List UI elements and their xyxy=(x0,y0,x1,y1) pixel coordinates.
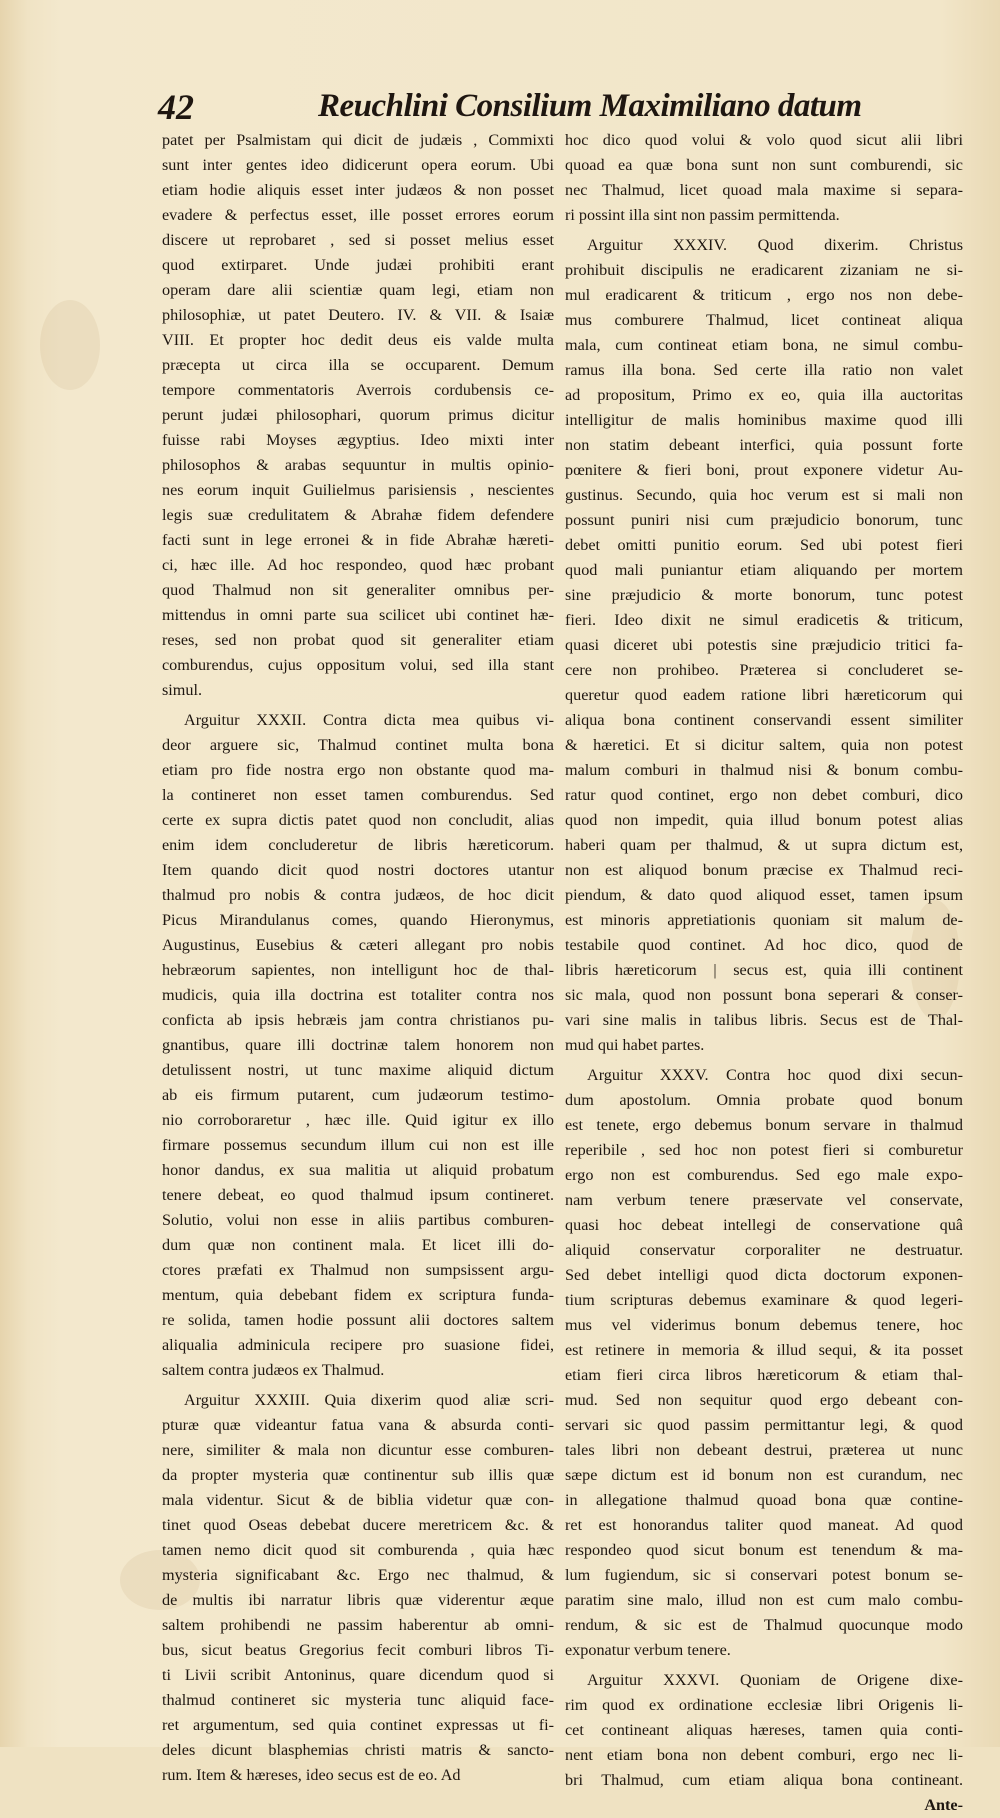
text-line: nec Thalmud, licet quoad mala maxime si separa- xyxy=(565,181,963,199)
text-line: ri possint illa sint non passim permittenda. xyxy=(565,206,840,224)
text-line: hoc dico quod volui & volo quod sicut alii libri xyxy=(565,131,963,149)
text-line: quoad ea quæ bona sunt non sunt comburendi, sic xyxy=(565,156,963,174)
text-line: operam dare alii scientiæ quam legi, etiam non xyxy=(162,281,554,299)
text-line: ad propositum, Primo ex eo, quia illa auctoritas xyxy=(565,386,963,404)
text-line: est retinere in memoria & illud sequi, & ita posset xyxy=(565,1341,963,1359)
text-line: etiam fieri circa libros hæreticorum & etiam thal- xyxy=(565,1366,963,1384)
text-line: quasi hoc debeat intellegi de conservatione quâ xyxy=(565,1216,963,1234)
text-line: reses, sed non probat quod sit generaliter etiam xyxy=(162,631,554,649)
text-line: Arguitur XXXIII. Quia dixerim quod aliæ scri- xyxy=(184,1391,554,1409)
text-line: ratur quod continet, ergo non debet comburi, dico xyxy=(565,786,963,804)
text-line: lum fugiendum, sic si conservari potest bonum se- xyxy=(565,1566,963,1584)
text-line: fieri. Ideo dixit ne simul eradicetis & triticum, xyxy=(565,611,963,629)
text-line: queretur quod eadem ratione libri hæreticorum qui xyxy=(565,686,963,704)
text-line: mala, cum contineat etiam bona, ne simul combu- xyxy=(565,336,963,354)
text-line: ret est honorandus taliter quod maneat. Ad quod xyxy=(565,1516,963,1534)
text-line: quod non impedit, quia illud bonum potest alias xyxy=(565,811,963,829)
text-line: tales libri non debeant destrui, præterea ut nunc xyxy=(565,1441,963,1459)
text-line: philosophiæ, ut patet Deutero. IV. & VII. & Isaiæ xyxy=(162,306,554,324)
text-line: enim idem concluderetur de libris hæreticorum. xyxy=(162,836,554,854)
text-line: exponatur verbum tenere. xyxy=(565,1641,731,1659)
text-line: aliqualia adminicula recipere pro suasione fidei, xyxy=(162,1336,554,1354)
text-line: honor dandus, ex sua malitia ut aliquid probatum xyxy=(162,1161,554,1179)
text-line: mysteria significabant &c. Ergo nec thalmud, & xyxy=(162,1566,554,1584)
text-line: evadere & perfectus esset, ille posset errores eorum xyxy=(162,206,554,224)
text-line: pœnitere & fieri boni, prout exponere videtur Au- xyxy=(565,461,963,479)
text-line: quod mali puniantur etiam aliquando per mortem xyxy=(565,561,963,579)
text-line: & hæretici. Et si dicitur saltem, quia non potest xyxy=(565,736,963,754)
text-line: etiam pro fide nostra ergo non obstante quod ma- xyxy=(162,761,554,779)
text-line: bus, sicut beatus Gregorius fecit comburi libros Ti- xyxy=(162,1641,554,1659)
text-line: ramus illa bona. Sed certe illa ratio non valet xyxy=(565,361,963,379)
text-line: Arguitur XXXIV. Quod dixerim. Christus xyxy=(587,236,963,254)
text-line: Sed debet intelligi quod dicta doctorum exponen- xyxy=(565,1266,963,1284)
text-line: facti sunt in lege erronei & in fide Abrahæ hæreti- xyxy=(162,531,554,549)
text-line: præcepta ut circa illa se occuparent. Demum xyxy=(162,356,554,374)
text-line: hebræorum sapientes, non intelligunt hoc de thal- xyxy=(162,961,554,979)
text-line: firmare possemus secundum illum cui non est ille xyxy=(162,1136,554,1154)
text-line: quasi diceret ubi potestis sine præjudicio tritici fa- xyxy=(565,636,963,654)
text-line: sæpe dictum est id bonum non est curandum, nec xyxy=(565,1466,963,1484)
text-line: perunt judæi philosophari, quorum primus dicitur xyxy=(162,406,554,424)
text-line: philosophos & arabas sequuntur in multis opinio- xyxy=(162,456,554,474)
text-line: quod Thalmud non sit generaliter omnibus per- xyxy=(162,581,554,599)
text-line: haberi quam per thalmud, & ut supra dictum est, xyxy=(565,836,963,854)
text-line: la contineret non esset tamen comburendus. Sed xyxy=(162,786,554,804)
text-line: mus comburere Thalmud, licet contineat aliqua xyxy=(565,311,963,329)
text-line: patet per Psalmistam qui dicit de judæis , Commixti xyxy=(162,131,554,149)
text-line: ab eis firmum putarent, cum judæorum testimo- xyxy=(162,1086,554,1104)
text-line: rum. Item & hæreses, ideo secus est de eo. Ad xyxy=(162,1766,461,1784)
text-line: sine præjudicio & morte bonorum, tunc potest xyxy=(565,586,963,604)
text-line: gustinus. Secundo, quia hoc verum est si mali non xyxy=(565,486,963,504)
text-line: etiam hodie aliquis esset inter judæos & non posset xyxy=(162,181,554,199)
text-line: mud qui habet partes. xyxy=(565,1036,705,1054)
text-line: servari sic quod passim permittantur legi, & quod xyxy=(565,1416,963,1434)
text-line: libris hæreticorum | secus est, quia illi continent xyxy=(565,961,963,979)
text-line: prohibuit discipulis ne eradicarent zizaniam ne si- xyxy=(565,261,963,279)
text-line: non est aliquod bonum præcise ex Thalmud reci- xyxy=(565,861,963,879)
text-line: est tenete, ergo debemus bonum servare in thalmud xyxy=(565,1116,963,1134)
text-line: ci, hæc ille. Ad hoc respondeo, quod hæc probant xyxy=(162,556,554,574)
text-line: nent etiam bona non debent comburi, ergo nec li- xyxy=(565,1746,963,1764)
text-line: aliquid conservatur corporaliter ne destruatur. xyxy=(565,1241,963,1259)
text-line: piendum, & dato quod aliquod esset, tamen ipsum xyxy=(565,886,963,904)
text-line: Solutio, volui non esse in aliis partibus comburen- xyxy=(162,1211,554,1229)
paper-stain xyxy=(40,300,100,390)
text-line: respondeo quod sicut bonum est tenendum & ma- xyxy=(565,1541,963,1559)
text-line: mudicis, quia illa doctrina est totaliter contra nos xyxy=(162,986,554,1004)
text-line: Arguitur XXXVI. Quoniam de Origene dixe- xyxy=(587,1671,963,1689)
text-line: saltem prohibendi ne passim haberentur ab omni- xyxy=(162,1616,554,1634)
text-line: legis suæ credulitatem & Abrahæ fidem defendere xyxy=(162,506,554,524)
text-line: paratim sine malo, illud non est cum malo combu- xyxy=(565,1591,963,1609)
text-line: thalmud contineret sic mysteria tunc aliquid face- xyxy=(162,1691,554,1709)
text-line: detulissent nostri, ut tunc maxime aliquid dictum xyxy=(162,1061,554,1079)
text-line: sic mala, quod non possunt bona seperari & conser- xyxy=(565,986,963,1004)
text-line: bri Thalmud, cum etiam aliqua bona contineant. xyxy=(565,1771,963,1789)
text-line: non statim debeant interfici, quia possunt forte xyxy=(565,436,963,454)
text-line: VIII. Et propter hoc dedit deus eis valde multa xyxy=(162,331,554,349)
text-line: ti Livii scribit Antoninus, quare dicendum quod si xyxy=(162,1666,554,1684)
text-line: da propter mysteria quæ continentur sub illis quæ xyxy=(162,1466,554,1484)
text-line: fuisse rabi Moyses ægyptius. Ideo mixti inter xyxy=(162,431,554,449)
text-line: Arguitur XXXII. Contra dicta mea quibus vi- xyxy=(184,711,554,729)
text-line: tenere debeat, eo quod thalmud ipsum contineret. xyxy=(162,1186,554,1204)
text-line: comburendus, cujus oppositum volui, sed illa stant xyxy=(162,656,554,674)
text-line: gnantibus, quare illi doctrinæ talem honorem non xyxy=(162,1036,554,1054)
text-line: cere non prohibeo. Præterea si concluderet se- xyxy=(565,661,963,679)
text-line: mud. Sed non sequitur quod ergo debeant con- xyxy=(565,1391,963,1409)
text-line: Ante- xyxy=(924,1796,963,1814)
text-line: rim quod ex ordinatione ecclesiæ libri Origenis li- xyxy=(565,1696,963,1714)
text-line: mus vel viderimus bonum debemus tenere, hoc xyxy=(565,1316,963,1334)
text-line: ctores præfati ex Thalmud non sumpsissent argu- xyxy=(162,1261,554,1279)
text-line: thalmud pro nobis & contra judæos, de hoc dicit xyxy=(162,886,554,904)
text-line: mittendus in omni parte sua scilicet ubi continet hæ- xyxy=(162,606,554,624)
text-line: Arguitur XXXV. Contra hoc quod dixi secun- xyxy=(587,1066,963,1084)
page-header xyxy=(158,86,862,130)
text-line: dum apostolum. Omnia probate quod bonum xyxy=(565,1091,963,1109)
text-line: tinet quod Oseas debebat ducere meretricem &c. & xyxy=(162,1516,554,1534)
text-line: ret argumentum, sed quia continet expressas ut fi- xyxy=(162,1716,554,1734)
text-line: cet contineant aliquas hæreses, tamen quia conti- xyxy=(565,1721,963,1739)
text-line: nam verbum tenere præservate vel conservate, xyxy=(565,1191,963,1209)
text-line: simul. xyxy=(162,681,203,699)
text-line: nere, similiter & mala non dicuntur esse comburen- xyxy=(162,1441,554,1459)
text-line: dum quæ non continent mala. Et licet illi do- xyxy=(162,1236,554,1254)
text-line: tium scripturas debemus examinare & quod legeri- xyxy=(565,1291,963,1309)
right-text-column xyxy=(565,128,963,1818)
text-line: sunt inter gentes ideo didicerunt opera eorum. Ubi xyxy=(162,156,554,174)
text-line: in allegatione thalmud quoad bona quæ contine- xyxy=(565,1491,963,1509)
text-line: intelligitur de malis hominibus maxime quod illi xyxy=(565,411,963,429)
text-line: certe ex supra dictis patet quod non concludit, alias xyxy=(162,811,554,829)
text-line: pturæ quæ videantur fatua vana & absurda conti- xyxy=(162,1416,554,1434)
text-line: reperibile , sed hoc non potest fieri si comburetur xyxy=(565,1141,963,1159)
text-line: ergo non est comburendus. Sed ego male expo- xyxy=(565,1166,963,1184)
text-line: Picus Mirandulanus comes, quando Hieronymus, xyxy=(162,911,554,929)
text-line: possunt puniri nisi cum præjudicio bonorum, tunc xyxy=(565,511,963,529)
text-line: Augustinus, Eusebius & cæteri allegant pro nobis xyxy=(162,936,554,954)
text-line: mentum, quia debebant fidem ex scriptura funda- xyxy=(162,1286,554,1304)
text-line: conficta ab ipsis hebræis jam contra christianos pu- xyxy=(162,1011,554,1029)
text-line: aliqua bona continent conservandi essent similiter xyxy=(565,711,963,729)
page-number: 42 xyxy=(158,87,194,127)
text-line: deor arguere sic, Thalmud continet multa bona xyxy=(162,736,554,754)
text-line: est minoris appretiationis quoniam sit malum de- xyxy=(565,911,963,929)
text-line: nes eorum inquit Guilielmus parisiensis , nescientes xyxy=(162,481,554,499)
running-title: Reuchlini Consilium Maximiliano datum xyxy=(318,88,862,124)
text-line: nio corroboraretur , hæc ille. Quid igitur ex illo xyxy=(162,1111,554,1129)
text-line: de multis ibi narratur libris quæ viderentur æque xyxy=(162,1591,554,1609)
text-line: deles dicunt blasphemias christi matris & sancto- xyxy=(162,1741,554,1759)
text-line: discere ut reprobaret , sed si posset melius esset xyxy=(162,231,554,249)
text-line: debet omitti punitio eorum. Sed ubi potest fieri xyxy=(565,536,963,554)
text-line: re solida, tamen hodie possunt alii doctores saltem xyxy=(162,1311,554,1329)
text-line: malum comburi in thalmud nisi & bonum combu- xyxy=(565,761,963,779)
text-line: rendum, & sic est de Thalmud quocunque modo xyxy=(565,1616,963,1634)
text-line: Item quando dicit quod nostri doctores utantur xyxy=(162,861,554,879)
text-line: tamen nemo dicit quod sit comburenda , quia hæc xyxy=(162,1541,554,1559)
text-line: mala videntur. Sicut & de biblia videtur quæ con- xyxy=(162,1491,554,1509)
text-line: saltem contra judæos ex Thalmud. xyxy=(162,1361,385,1379)
text-line: vari sine malis in talibus libris. Secus est de Thal- xyxy=(565,1011,963,1029)
text-line: tempore commentatoris Averrois cordubensis ce- xyxy=(162,381,554,399)
text-line: mul eradicarent & triticum , ergo nos non debe- xyxy=(565,286,963,304)
left-text-column xyxy=(162,128,554,1788)
text-line: testabile quod continet. Ad hoc dico, quod de xyxy=(565,936,963,954)
text-line: quod extirparet. Unde judæi prohibiti erant xyxy=(162,256,554,274)
